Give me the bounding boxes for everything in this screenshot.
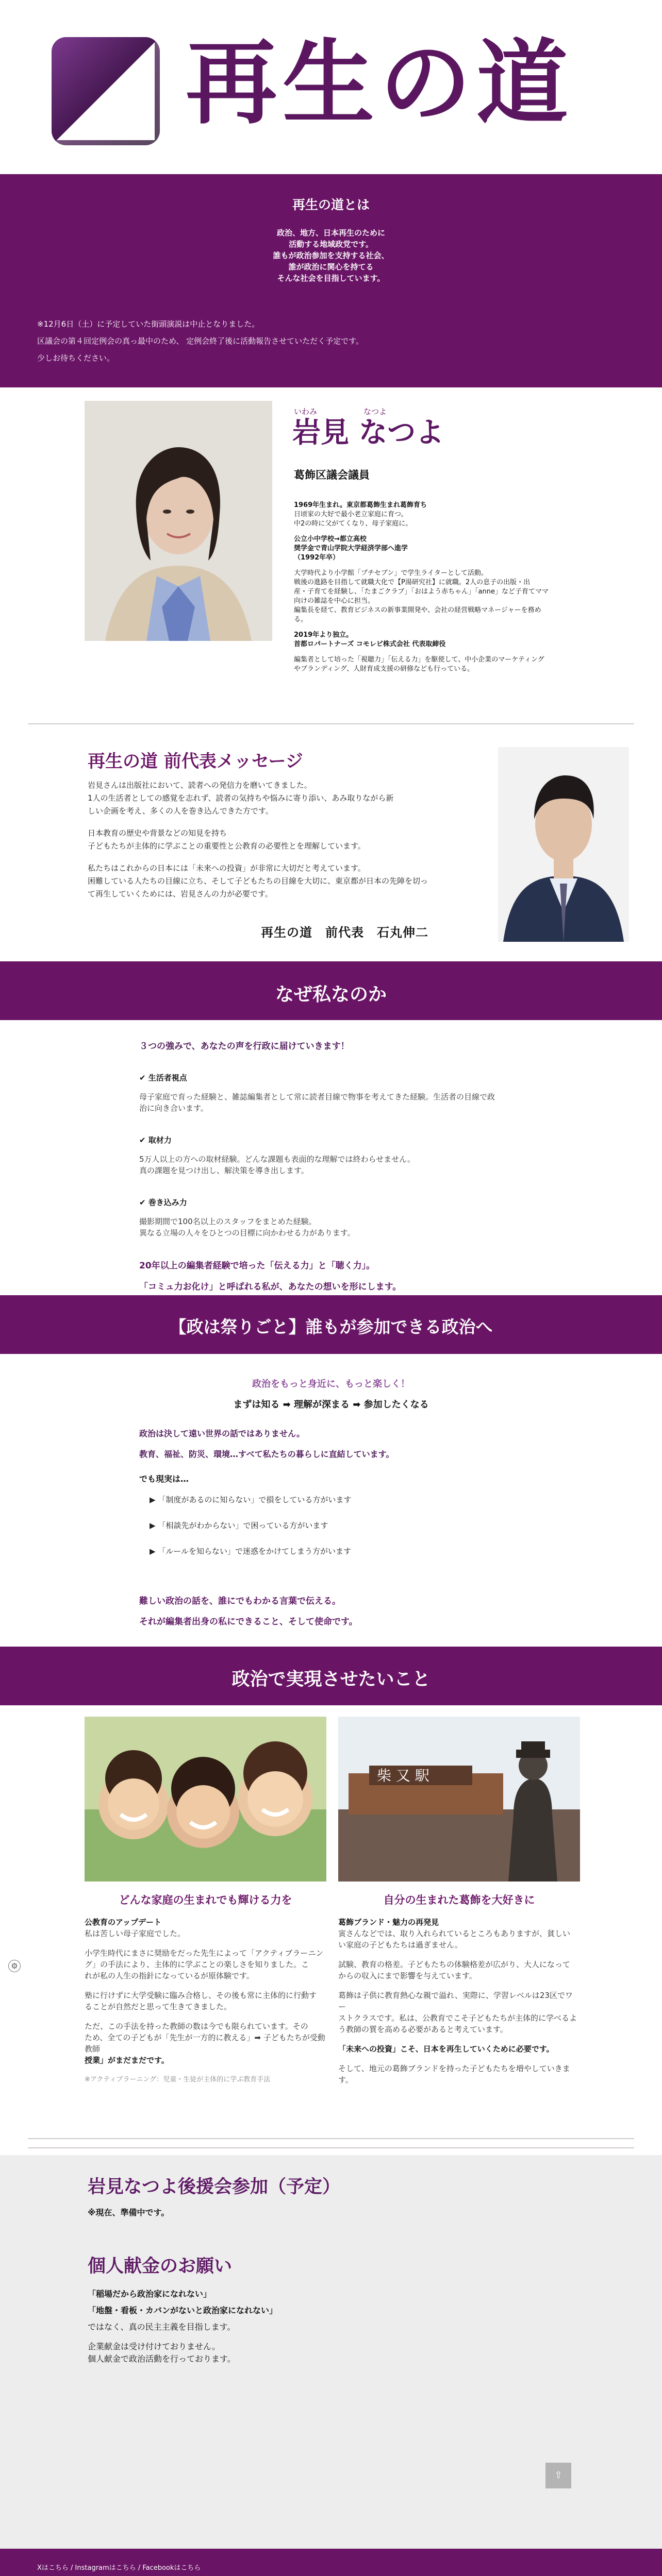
candidate-photo [85,401,272,641]
policy-section-header [0,1647,662,1705]
policy-card-subhead [85,1917,326,1939]
why-title: なぜ私なのか [275,984,387,1005]
policy-image-children [85,1717,326,1882]
policy-line: 寅さんなどでは、取り入れられているところもありますが、貧しい [338,1929,571,1938]
why-point-text [139,1154,531,1176]
policy-line: い家庭の子どもたちは過ぎません。 [338,1940,462,1950]
notice-line: ※12月6日（土）に予定していた街頭演説は中止となりました。 [37,319,260,329]
section-divider [28,2147,634,2148]
message-paragraph [88,827,469,853]
why-content [139,1039,531,1292]
bio-line: 編集長を経て、教育ビジネスの新事業開発や、会社の経営戦略マネージャーを務め [294,606,541,614]
bio-line: 産・子育てを経験し、「たまごクラブ」「おはよう赤ちゃん」「anne」など子育てママ [294,588,549,596]
message-line: 困難している人たちの目線に立ち、そして子どもたちの目線を大切に、東京都が日本の先陣を切っ [88,876,428,886]
bio-line: （1992年卒） [294,554,340,562]
bio-paragraph [294,655,624,674]
policy-paragraph [338,2043,580,2055]
festival-question [150,1520,541,1531]
donation-policy [88,2341,236,2365]
candidate-name: 岩見 なつよ [292,416,444,449]
festival-flow: まずは知る ➡ 理解が深まる ➡ 参加したくなる [233,1399,429,1410]
bio-line: 大学時代より小学館「プチセブン」で学生ライターとして活動。 [294,569,488,577]
donation-policy-line: 企業献金は受け付けておりません。 [88,2342,220,2351]
policy-paragraph [338,1990,580,2035]
mission-notice [37,316,363,367]
bio-line: 編集者として培った「視聴力」「伝える力」を駆使して、中小企業のマーケティング [294,656,544,664]
policy-line: ることが自然だと思って生きてきました。 [85,2002,232,2011]
profile-section [0,401,662,723]
message-line: 日本教育の歴史や背景などの知見を持ち [88,828,227,838]
why-point-title: ✔ 取材力 [139,1136,172,1145]
bio-line: 首都ロパートナーズ コモレビ株式会社 代表取締役 [294,640,446,648]
triangle-icon: ▶ [150,1547,156,1556]
mission-line: 活動する地域政党です。 [289,240,373,249]
policy-card-title: どんな家庭の生まれでも輝ける力を [119,1894,292,1906]
message-line: しい企画を考え、多くの人を巻き込んできた方です。 [88,806,273,816]
policy-line: う教師の質を高める必要があると考えています。 [338,2025,508,2034]
section-divider [28,2138,634,2139]
policy-title: 政治で実現させたいこと [231,1669,431,1690]
donation-text: ではなく、真の民主主義を目指します。 [88,2322,236,2332]
mission-line: 誰もが政治参加を支持する社会、 [273,251,389,260]
policy-line: グ」の手法により、主体的に学ぶことの楽しさを知りました。こ [85,1960,309,1969]
candidate-role: 葛飾区議会議員 [294,469,370,481]
festival-ending [139,1591,531,1632]
logo-mark-icon[interactable] [52,37,160,145]
policy-line: 小学生時代にまさに奨励をだった先生によって「アクティブラーニン [85,1948,324,1958]
mission-lines [0,227,662,284]
footer-social-links[interactable]: Xはこちら / Instagramはこちら / Facebookはこちら [37,2564,201,2572]
policy-line: そして、地元の葛飾ブランドを持った子どもたちを増やしていきま す。 [338,2064,570,2084]
candidate-bio [294,501,624,680]
ruby-given: なつよ [363,407,387,416]
policy-paragraph [85,2021,326,2066]
policy-card-title: 自分の生まれた葛飾を大好きに [383,1894,535,1906]
triangle-icon: ▶ [150,1495,156,1504]
bio-line: 向けの雑誌を中心に担当。 [294,597,375,605]
site-logo-text[interactable]: 再生の道 [186,29,573,137]
why-line: 撮影期間で100名以上のスタッフをまとめた経験。 [139,1217,317,1226]
message-signature: 再生の道 前代表 石丸伸二 [261,925,428,940]
why-point-text [139,1091,531,1114]
support-status: ※現在、準備中です。 [88,2208,170,2217]
site-header [0,0,662,170]
policy-card-subhead [338,1917,580,1951]
support-heading: 岩見なつよ後援会参加（予定） [88,2177,341,2197]
policy-line: からの収入にまで影響を与えています。 [338,1971,477,1980]
bio-line: 日頃家の大好で最小老立家庭に育つ。 [294,511,408,518]
message-body [88,779,469,910]
policy-card-text [85,1917,326,2086]
question-text: 「相談先がわからない」で困っている方がいます [158,1521,328,1530]
bio-line: 奨学金で青山学院大学経済学部へ進学 [294,545,408,552]
festival-ending-line: 難しい政治の話を、誰にでもわかる言葉で伝える。 [139,1596,341,1606]
mission-title: 再生の道とは [292,197,370,212]
festival-question [150,1546,541,1557]
why-point-title: ✔ 生活者視点 [139,1073,187,1082]
policy-line: 塾に行けずに大学受験に臨み合格し、その後も常に主体的に行動す [85,1991,317,2000]
why-ending [139,1258,531,1292]
message-line: 私たちはこれからの日本には「未来への投資」が非常に大切だと考えています。 [88,863,366,873]
message-heading: 再生の道 前代表メッセージ [88,751,303,772]
support-section [0,2155,662,2549]
mission-line: そんな社会を目指しています。 [277,274,385,283]
ruby-family: いわみ [294,407,318,416]
policy-line: ただ、この手法を持った教師の数は今でも限られています。その [85,2022,308,2031]
festival-body-2: 教育、福祉、防災、環境…すべて私たちの暮らしに直結しています。 [139,1449,394,1459]
donation-policy-line: 個人献金で政治活動を行っております。 [88,2354,236,2364]
message-paragraph [88,779,469,818]
policy-line: 試験、教育の格差。子どもたちの体験格差が広がり、大人になって [338,1960,571,1969]
policy-line: 葛飾は子供に教育熱心な親で溢れ、実際に、学習レベルは23区でワー [338,1991,573,2011]
message-line: 岩見さんは出版社において、読者への発信力を磨いてきました。 [88,781,312,790]
message-paragraph [88,862,469,901]
scroll-to-top-button[interactable]: ⇧ [545,2463,571,2488]
bio-paragraph [294,631,624,649]
bio-line: 公立小中学校→都立高校 [294,535,367,543]
why-point-text [139,1216,531,1239]
policy-card-text [338,1917,580,2086]
question-text: 「制度があるのに知らない」で損をしている方がいます [158,1495,352,1504]
former-president-photo [498,747,629,942]
message-line: 1人の生活者としての感覚を志れず、読者の気持ちや悩みに寄り添い、あみ取りながら新 [88,793,394,803]
bio-paragraph [294,501,624,529]
policy-card-education [85,1717,326,2094]
policy-paragraph [338,2063,580,2086]
donation-quote-2: 「地盤・看板・カバンがないと政治家になれない」 [88,2306,278,2315]
notice-line: 少しお待ちください。 [37,353,115,363]
why-section-header [0,961,662,1020]
why-ending-line: 20年以上の編集者経験で培った「伝える力」と「聴く力」。 [139,1261,375,1271]
festival-sub: 政治をもっと身近に、もっと楽しく！ [252,1379,410,1389]
donation-quote-1: 「稲場だから政治家になれない」 [88,2289,212,2299]
why-point-title: ✔ 巻き込み力 [139,1198,187,1207]
site-footer [0,2549,662,2576]
festival-questions [150,1494,541,1557]
why-section-body [0,1039,662,1292]
why-line: 5万人以上の方への取材経験。どんな課題も表面的な理解では終わらせません。 [139,1155,415,1164]
bio-line: 2019年より独立。 [294,631,353,639]
bio-paragraph [294,569,624,624]
festival-ending-line: それが編集者出身の私にできること、そして使命です。 [139,1617,358,1627]
donation-heading: 個人献金のお願い [88,2256,233,2277]
why-line: 真の課題を見つけ出し、解決策を導き出します。 [139,1166,309,1175]
message-section [0,747,662,963]
policy-card-subhead-text: 葛飾ブランド・魅力の再発見 [338,1918,439,1927]
policy-paragraph [338,1959,580,1981]
why-line: 異なる立場の人々をひとつの目標に向かわせる力があります。 [139,1228,355,1238]
bio-paragraph [294,535,624,563]
why-line: 治に向き合います。 [139,1104,208,1113]
notice-line: 区議会の第４回定例会の真っ最中のため、 定例会終了後に活動報告させていただく予定です。 [37,336,363,346]
question-text: 「ルールを知らない」で迷惑をかけてしまう方がいます [158,1547,352,1556]
section-divider [28,723,634,724]
policy-paragraph [85,1990,326,2012]
policy-line: 私は苦しい母子家庭でした。 [85,1929,186,1938]
festival-question [150,1494,541,1505]
mission-line: 誰が政治に関心を持てる [288,262,374,272]
accessibility-icon[interactable]: ⚙ [8,1960,21,1972]
why-lead: ３つの強みで、あなたの声を行政に届けていきます！ [139,1041,350,1052]
policy-line: ため、全ての子どもが「先生が一方的に教える」➡ 子どもたちが受動教師 [85,2033,325,2054]
bio-line: 中2の時に父がてくなり、母子家庭に。 [294,520,412,528]
policy-line: 「未来への投資」こそ、日本を再生していくために必要です。 [338,2044,554,2054]
policy-image-station [338,1717,580,1882]
festival-title: 【政は祭りごと】誰もが参加できる政治へ [169,1317,493,1337]
svg-text:柴 又 駅: 柴 又 駅 [377,1767,429,1784]
policy-line: れが私の人生の指針になっているが原体験です。 [85,1971,254,1980]
bio-line: 1969年生まれ。東京都葛飾生まれ葛飾育ち [294,501,427,509]
festival-section-header [0,1295,662,1354]
message-line: て再生していくためには、岩見さんの力が必要です。 [88,889,273,899]
bio-line: 戦後の進路を目指して就職大化で【P湯研究社】に就職。2人の息子の出版・出 [294,579,531,586]
policy-card-subhead-text: 公教育のアップデート [85,1918,161,1927]
festival-question-head: でも現実は… [139,1474,189,1484]
festival-body-1: 政治は決して遠い世界の話ではありません。 [139,1429,305,1438]
why-line: 母子家庭で育った経験と、雑誌編集者として常に読者目線で物事を考えてきた経験。生活者の目線で政 [139,1092,495,1101]
bio-line: る。 [294,616,308,623]
message-line: 子どもたちが主体的に学ぶことの重要性と公教育の必要性とを理解しています。 [88,841,366,851]
name-ruby [294,406,407,417]
festival-section-body [0,1370,662,1659]
mission-line: 政治、地方、日本再生のために [276,228,385,238]
bio-line: やブランディング、人財育成支援の研修なども行っている。 [294,665,474,673]
policy-line: ストクラスです。私は、公教育でこそ子どもたちが主体的に学べるよ [338,2013,577,2023]
policy-card-katsushika [338,1717,580,2094]
policy-note: ※アクティブラーニング：児童・生徒が主体的に学ぶ教育手法 [85,2076,271,2083]
policy-line: 授業」がまだまだです。 [85,2056,169,2065]
policy-paragraph [85,1947,326,1981]
why-ending-line: 「コミュ力お化け」と呼ばれる私が、あなたの想いを形にします。 [139,1282,402,1292]
mission-section [0,174,662,387]
triangle-icon: ▶ [150,1521,156,1530]
